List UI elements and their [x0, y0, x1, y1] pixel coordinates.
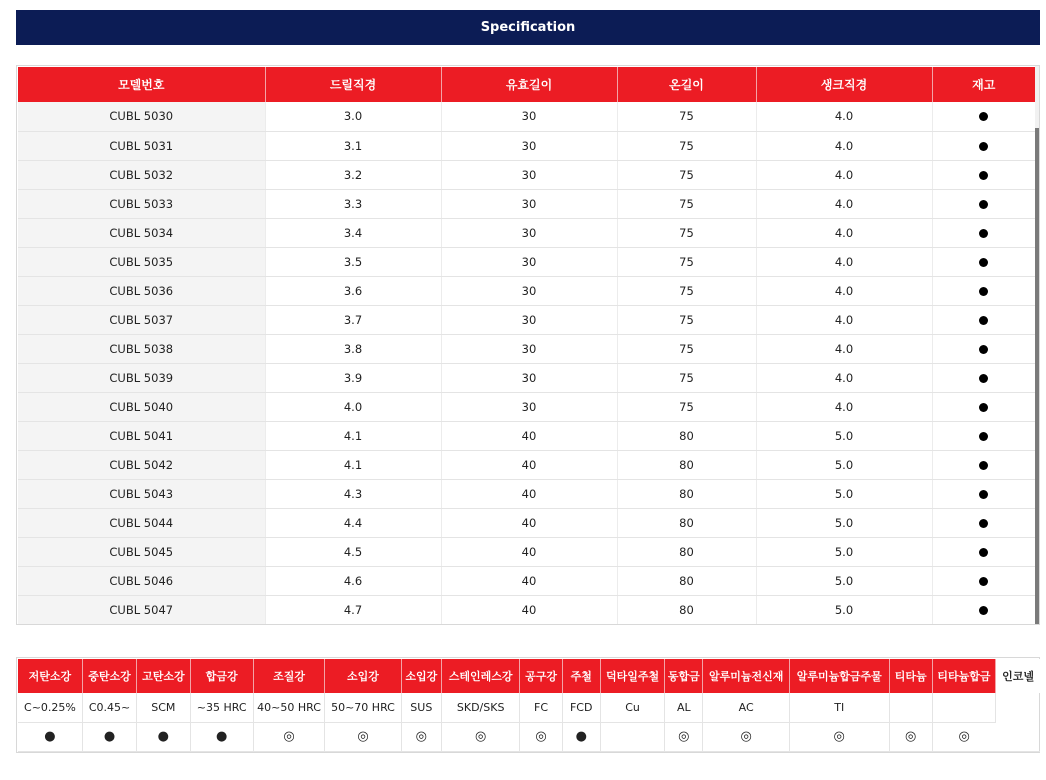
spec-cell: 30: [441, 305, 617, 334]
spec-cell: 75: [617, 392, 756, 421]
table-row: [18, 450, 1035, 479]
table-row: [18, 363, 1035, 392]
spec-cell: 4.5: [265, 537, 441, 566]
material-code-cell: 40~50 HRC: [253, 693, 324, 722]
spec-cell: 5.0: [756, 479, 932, 508]
model-number-cell: CUBL 5045: [18, 537, 265, 566]
model-number-cell: CUBL 5046: [18, 566, 265, 595]
suitability-cell: [889, 722, 932, 751]
spec-column-header: 재고: [932, 67, 1035, 102]
suitability-cell: [520, 722, 562, 751]
table-row: [18, 334, 1035, 363]
in-stock-dot-icon: [979, 287, 988, 296]
model-number-cell: CUBL 5044: [18, 508, 265, 537]
suitability-cell: [137, 722, 190, 751]
in-stock-dot-icon: [979, 142, 988, 151]
spec-cell: [932, 566, 1035, 595]
spec-cell: [932, 508, 1035, 537]
spec-cell: 3.7: [265, 305, 441, 334]
double-circle-icon: ◎: [283, 729, 295, 744]
spec-cell: 30: [441, 160, 617, 189]
spec-cell: 75: [617, 276, 756, 305]
spec-cell: [932, 102, 1035, 131]
spec-cell: 75: [617, 305, 756, 334]
double-circle-icon: ◎: [740, 729, 752, 744]
spec-scrollbar[interactable]: [1035, 66, 1040, 625]
material-code-cell: [889, 693, 932, 722]
model-number-cell: CUBL 5037: [18, 305, 265, 334]
spec-cell: 75: [617, 363, 756, 392]
suitability-cell: [82, 722, 136, 751]
spec-cell: [932, 131, 1035, 160]
spec-cell: [932, 392, 1035, 421]
spec-column-header: 드릴직경: [265, 67, 441, 102]
double-circle-icon: ◎: [415, 729, 427, 744]
in-stock-dot-icon: [979, 229, 988, 238]
spec-cell: [932, 218, 1035, 247]
model-number-cell: CUBL 5035: [18, 247, 265, 276]
suitability-cell: [190, 722, 253, 751]
spec-cell: 4.3: [265, 479, 441, 508]
model-number-cell: CUBL 5033: [18, 189, 265, 218]
material-code-cell: FCD: [562, 693, 600, 722]
spec-cell: [932, 276, 1035, 305]
material-code-cell: Cu: [600, 693, 664, 722]
spec-cell: 30: [441, 189, 617, 218]
material-table-head: [18, 659, 1040, 693]
spec-table-container: [16, 65, 1040, 625]
spec-cell: 5.0: [756, 508, 932, 537]
in-stock-dot-icon: [979, 200, 988, 209]
in-stock-dot-icon: [979, 171, 988, 180]
material-column-header: 주철: [562, 659, 600, 693]
in-stock-dot-icon: [979, 577, 988, 586]
double-circle-icon: ◎: [535, 729, 547, 744]
material-column-header: 중탄소강: [82, 659, 136, 693]
spec-column-header: 온길이: [617, 67, 756, 102]
spec-cell: 3.4: [265, 218, 441, 247]
material-column-header: 고탄소강: [137, 659, 190, 693]
spec-title-text: Specification: [480, 20, 576, 35]
in-stock-dot-icon: [979, 432, 988, 441]
spec-cell: [932, 189, 1035, 218]
spec-cell: [932, 537, 1035, 566]
material-code-cell: AL: [665, 693, 703, 722]
material-column-header: 소입강: [401, 659, 441, 693]
material-code-cell: [932, 693, 995, 722]
spec-cell: 40: [441, 537, 617, 566]
material-column-header: 알루미늄전신재: [703, 659, 790, 693]
spec-scrollbar-thumb[interactable]: [1035, 128, 1040, 625]
in-stock-dot-icon: [979, 519, 988, 528]
double-circle-icon: ◎: [833, 729, 845, 744]
spec-cell: 75: [617, 160, 756, 189]
spec-cell: 40: [441, 566, 617, 595]
material-table: [18, 659, 1040, 752]
in-stock-dot-icon: [979, 490, 988, 499]
model-number-cell: CUBL 5041: [18, 421, 265, 450]
spec-section-title: [16, 10, 1040, 45]
material-column-header: 동합금: [665, 659, 703, 693]
suitability-cell: [600, 722, 664, 751]
material-table-body: [18, 693, 1040, 751]
table-row: [18, 595, 1035, 624]
material-code-cell: TI: [789, 693, 889, 722]
material-column-header: 합금강: [190, 659, 253, 693]
spec-cell: 4.0: [756, 392, 932, 421]
suitability-cell: [441, 722, 519, 751]
material-suitability-row: [18, 722, 1040, 751]
material-code-cell: ~35 HRC: [190, 693, 253, 722]
spec-table-head: [18, 67, 1035, 102]
table-row: [18, 160, 1035, 189]
spec-cell: [932, 305, 1035, 334]
table-row: [18, 537, 1035, 566]
model-number-cell: CUBL 5032: [18, 160, 265, 189]
suitability-cell: [325, 722, 401, 751]
spec-cell: 80: [617, 566, 756, 595]
table-row: [18, 276, 1035, 305]
spec-cell: 75: [617, 218, 756, 247]
suitability-cell: [562, 722, 600, 751]
spec-table: [18, 67, 1035, 625]
spec-cell: 4.7: [265, 595, 441, 624]
spec-column-header: 유효길이: [441, 67, 617, 102]
filled-dot-icon: ●: [103, 729, 116, 744]
spec-cell: [932, 160, 1035, 189]
spec-cell: 4.0: [265, 392, 441, 421]
suitability-cell: [789, 722, 889, 751]
model-number-cell: CUBL 5039: [18, 363, 265, 392]
spec-cell: 40: [441, 479, 617, 508]
spec-cell: 4.0: [756, 102, 932, 131]
spec-cell: 3.3: [265, 189, 441, 218]
spec-cell: 4.0: [756, 363, 932, 392]
spec-column-header: 모델번호: [18, 67, 265, 102]
model-number-cell: CUBL 5040: [18, 392, 265, 421]
table-row: [18, 392, 1035, 421]
model-number-cell: CUBL 5036: [18, 276, 265, 305]
in-stock-dot-icon: [979, 258, 988, 267]
spec-cell: 80: [617, 508, 756, 537]
spec-cell: 3.8: [265, 334, 441, 363]
suitability-cell: [401, 722, 441, 751]
spec-cell: 4.0: [756, 305, 932, 334]
table-row: [18, 247, 1035, 276]
spec-cell: 4.0: [756, 160, 932, 189]
spec-cell: 30: [441, 218, 617, 247]
double-circle-icon: ◎: [678, 729, 690, 744]
filled-dot-icon: ●: [157, 729, 170, 744]
material-code-cell: SUS: [401, 693, 441, 722]
spec-cell: [932, 595, 1035, 624]
spec-cell: 3.9: [265, 363, 441, 392]
suitability-cell: [18, 722, 82, 751]
table-row: [18, 102, 1035, 131]
spec-table-body: [18, 102, 1035, 624]
spec-cell: 30: [441, 102, 617, 131]
spec-cell: 5.0: [756, 566, 932, 595]
model-number-cell: CUBL 5038: [18, 334, 265, 363]
spec-cell: 40: [441, 508, 617, 537]
spec-cell: [932, 334, 1035, 363]
spec-cell: 4.0: [756, 247, 932, 276]
double-circle-icon: ◎: [958, 729, 970, 744]
table-row: [18, 421, 1035, 450]
spec-cell: [932, 247, 1035, 276]
material-column-header: 티타늄합금: [932, 659, 995, 693]
table-row: [18, 218, 1035, 247]
spec-cell: 75: [617, 334, 756, 363]
spec-cell: [932, 479, 1035, 508]
model-number-cell: CUBL 5043: [18, 479, 265, 508]
model-number-cell: CUBL 5031: [18, 131, 265, 160]
double-circle-icon: ◎: [357, 729, 369, 744]
material-code-cell: [996, 693, 1040, 751]
spec-column-header: 생크직경: [756, 67, 932, 102]
spec-cell: 5.0: [756, 450, 932, 479]
spec-cell: 30: [441, 276, 617, 305]
table-row: [18, 189, 1035, 218]
material-column-header: 티타늄: [889, 659, 932, 693]
material-column-header: 공구강: [520, 659, 562, 693]
spec-cell: 40: [441, 421, 617, 450]
suitability-cell: [932, 722, 995, 751]
material-column-header: 알루미늄합금주물: [789, 659, 889, 693]
spec-cell: 4.0: [756, 189, 932, 218]
spec-cell: 4.1: [265, 421, 441, 450]
spec-cell: 30: [441, 247, 617, 276]
suitability-cell: [253, 722, 324, 751]
spec-cell: 3.0: [265, 102, 441, 131]
spec-cell: [932, 363, 1035, 392]
spec-cell: 40: [441, 450, 617, 479]
spec-cell: 30: [441, 334, 617, 363]
filled-dot-icon: ●: [44, 729, 56, 744]
table-row: [18, 305, 1035, 334]
material-code-cell: FC: [520, 693, 562, 722]
material-column-header: 덕타일주철: [600, 659, 664, 693]
model-number-cell: CUBL 5034: [18, 218, 265, 247]
spec-cell: 4.0: [756, 276, 932, 305]
spec-cell: 40: [441, 595, 617, 624]
spec-cell: 4.0: [756, 131, 932, 160]
double-circle-icon: ◎: [904, 729, 917, 744]
material-code-cell: AC: [703, 693, 790, 722]
material-code-cell: 50~70 HRC: [325, 693, 401, 722]
spec-cell: 4.0: [756, 334, 932, 363]
spec-cell: [932, 450, 1035, 479]
material-code-cell: C0.45~: [82, 693, 136, 722]
in-stock-dot-icon: [979, 316, 988, 325]
spec-cell: 3.6: [265, 276, 441, 305]
suitability-cell: [703, 722, 790, 751]
material-code-cell: SCM: [137, 693, 190, 722]
table-row: [18, 131, 1035, 160]
spec-cell: 4.4: [265, 508, 441, 537]
double-circle-icon: ◎: [474, 729, 487, 744]
table-row: [18, 479, 1035, 508]
spec-cell: 75: [617, 189, 756, 218]
material-code-row: [18, 693, 1040, 722]
material-column-header: 인코넬: [996, 659, 1040, 693]
spec-cell: 4.0: [756, 218, 932, 247]
spec-cell: [932, 421, 1035, 450]
spec-cell: 75: [617, 102, 756, 131]
spec-cell: 80: [617, 421, 756, 450]
model-number-cell: CUBL 5042: [18, 450, 265, 479]
spec-cell: 3.1: [265, 131, 441, 160]
in-stock-dot-icon: [979, 345, 988, 354]
spec-cell: 80: [617, 595, 756, 624]
table-row: [18, 566, 1035, 595]
material-column-header: 소입강: [325, 659, 401, 693]
filled-dot-icon: ●: [216, 729, 228, 744]
material-column-header: 저탄소강: [18, 659, 82, 693]
spec-cell: 5.0: [756, 421, 932, 450]
model-number-cell: CUBL 5030: [18, 102, 265, 131]
spec-cell: 4.6: [265, 566, 441, 595]
spec-cell: 30: [441, 363, 617, 392]
material-table-container: [16, 657, 1040, 753]
spec-cell: 75: [617, 247, 756, 276]
spec-cell: 5.0: [756, 595, 932, 624]
model-number-cell: CUBL 5047: [18, 595, 265, 624]
spec-cell: 30: [441, 392, 617, 421]
material-column-header: 조질강: [253, 659, 324, 693]
filled-dot-icon: ●: [575, 729, 587, 744]
suitability-cell: [665, 722, 703, 751]
spec-cell: 80: [617, 450, 756, 479]
spec-cell: 30: [441, 131, 617, 160]
in-stock-dot-icon: [979, 606, 988, 615]
spec-cell: 3.5: [265, 247, 441, 276]
table-row: [18, 508, 1035, 537]
in-stock-dot-icon: [979, 112, 988, 121]
spec-cell: 5.0: [756, 537, 932, 566]
spec-cell: 80: [617, 479, 756, 508]
material-code-cell: SKD/SKS: [441, 693, 519, 722]
material-column-header: 스테인레스강: [441, 659, 519, 693]
in-stock-dot-icon: [979, 374, 988, 383]
spec-cell: 80: [617, 537, 756, 566]
in-stock-dot-icon: [979, 403, 988, 412]
spec-cell: 75: [617, 131, 756, 160]
in-stock-dot-icon: [979, 548, 988, 557]
in-stock-dot-icon: [979, 461, 988, 470]
spec-cell: 3.2: [265, 160, 441, 189]
spec-cell: 4.1: [265, 450, 441, 479]
material-code-cell: C~0.25%: [18, 693, 82, 722]
